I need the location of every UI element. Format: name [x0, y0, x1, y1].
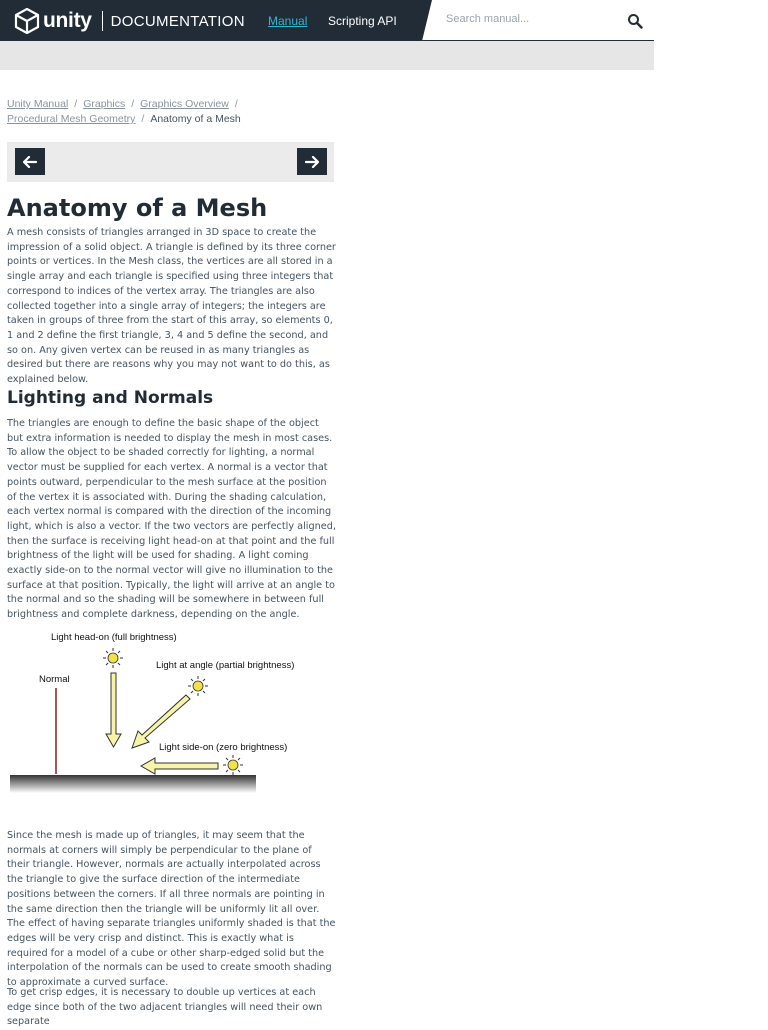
sun-icon-headon [103, 648, 123, 668]
breadcrumb-current: Anatomy of a Mesh [150, 113, 241, 125]
arrow-right-icon [305, 156, 319, 168]
breadcrumb-unity-manual[interactable]: Unity Manual [7, 98, 69, 110]
sun-icon-angle [188, 676, 208, 696]
lighting-paragraph: The triangles are enough to define the basic shape of the object but extra information is needed to display the mesh in most cases. To allow the object to be shaded correctly for lighting, a normal vector must be supplied for each vertex. A normal is a vector that points outward, perpendicular to the mesh surface at the position of the vertex it is associated with. During the shading calculation, each vertex normal is compared with the direction of the incoming light, which is also a vector. If the two vectors are perfectly aligned, then the surface is receiving light head-on at that point and the full brightness of the light will be used for shading. A light coming exactly side-on to the normal vector will give no illumination to the surface at that position. Typically, the light will arrive at an angle to the normal and so the shading will be somewhere in between full brightness and complete darkness, depending on the angle. [7, 418, 336, 621]
documentation-label: DOCUMENTATION [110, 12, 245, 30]
page-nav-row [7, 142, 334, 182]
nav-scripting-api-link[interactable]: Scripting API [328, 14, 397, 28]
arrow-headon [106, 673, 121, 747]
previous-page-button[interactable] [15, 148, 45, 175]
unity-cube-icon [14, 8, 40, 34]
logo-divider [102, 11, 103, 31]
breadcrumb-line-2: Procedural Mesh Geometry / Anatomy of a Mesh [7, 113, 241, 125]
interpolation-paragraph: Since the mesh is made up of triangles, it may seem that the normals at corners will simply be perpendicular to the plane of their triangle. However, normals are actually interpolated across the triangle to give the surface direction of the intermediate positions between the corners. If all three normals are pointing in the same direction then the triangle will be uniformly lit all over. The effect of having separate triangles uniformly shaded is that the edges will be very crisp and distinct. This is exactly what is required for a model of a cube or other sharp-edged solid but the interpolation of the normals can be used to create smooth shading to approximate a curved surface. [7, 830, 336, 989]
sun-icon-sideon [223, 755, 243, 775]
arrow-left-icon [23, 156, 37, 168]
arrow-sideon [141, 758, 218, 774]
label-sideon: Light side-on (zero brightness) [159, 742, 288, 753]
breadcrumb-graphics[interactable]: Graphics [83, 98, 126, 110]
nav-manual-link[interactable]: Manual [268, 14, 308, 28]
intro-paragraph: A mesh consists of triangles arranged in 3D space to create the impression of a solid object. A triangle is defined by its three corner points or vertices. In the Mesh class, the vertices are all stored in a single array and each triangle is specified using three integers that correspond to indices of the vertex array. The triangles are also collected together into a single array of integers; the integers are taken in groups of three from the start of this array, so elements 0, 1 and 2 define the first triangle, 3, 4 and 5 define the second, and so on. Any given vertex can be reused in as many triangles as desired but there are reasons why you may not want to do this, as explained below. [7, 227, 336, 386]
page-title: Anatomy of a Mesh [7, 194, 268, 222]
search-placeholder: Search manual... [446, 13, 530, 25]
breadcrumb-procedural-mesh[interactable]: Procedural Mesh Geometry [7, 113, 136, 125]
section-heading-lighting: Lighting and Normals [7, 388, 214, 408]
label-normal: Normal [39, 674, 70, 685]
lighting-normals-diagram [8, 628, 308, 798]
label-headon: Light head-on (full brightness) [51, 632, 177, 643]
breadcrumb-graphics-overview[interactable]: Graphics Overview [140, 98, 229, 110]
search-icon[interactable] [627, 13, 643, 29]
next-page-button[interactable] [297, 148, 327, 175]
subheader-bar [0, 41, 654, 70]
crisp-edges-paragraph: To get crisp edges, it is necessary to double up vertices at each edge since both of the two adjacent triangles will need their own separate [7, 987, 323, 1028]
breadcrumb: Unity Manual / Graphics / Graphics Overview / [7, 98, 238, 110]
arrow-angle [132, 695, 190, 748]
brand-name: unity [43, 9, 92, 32]
label-angle: Light at angle (partial brightness) [156, 660, 295, 671]
mesh-surface [10, 775, 256, 793]
unity-logo[interactable] [14, 8, 245, 34]
